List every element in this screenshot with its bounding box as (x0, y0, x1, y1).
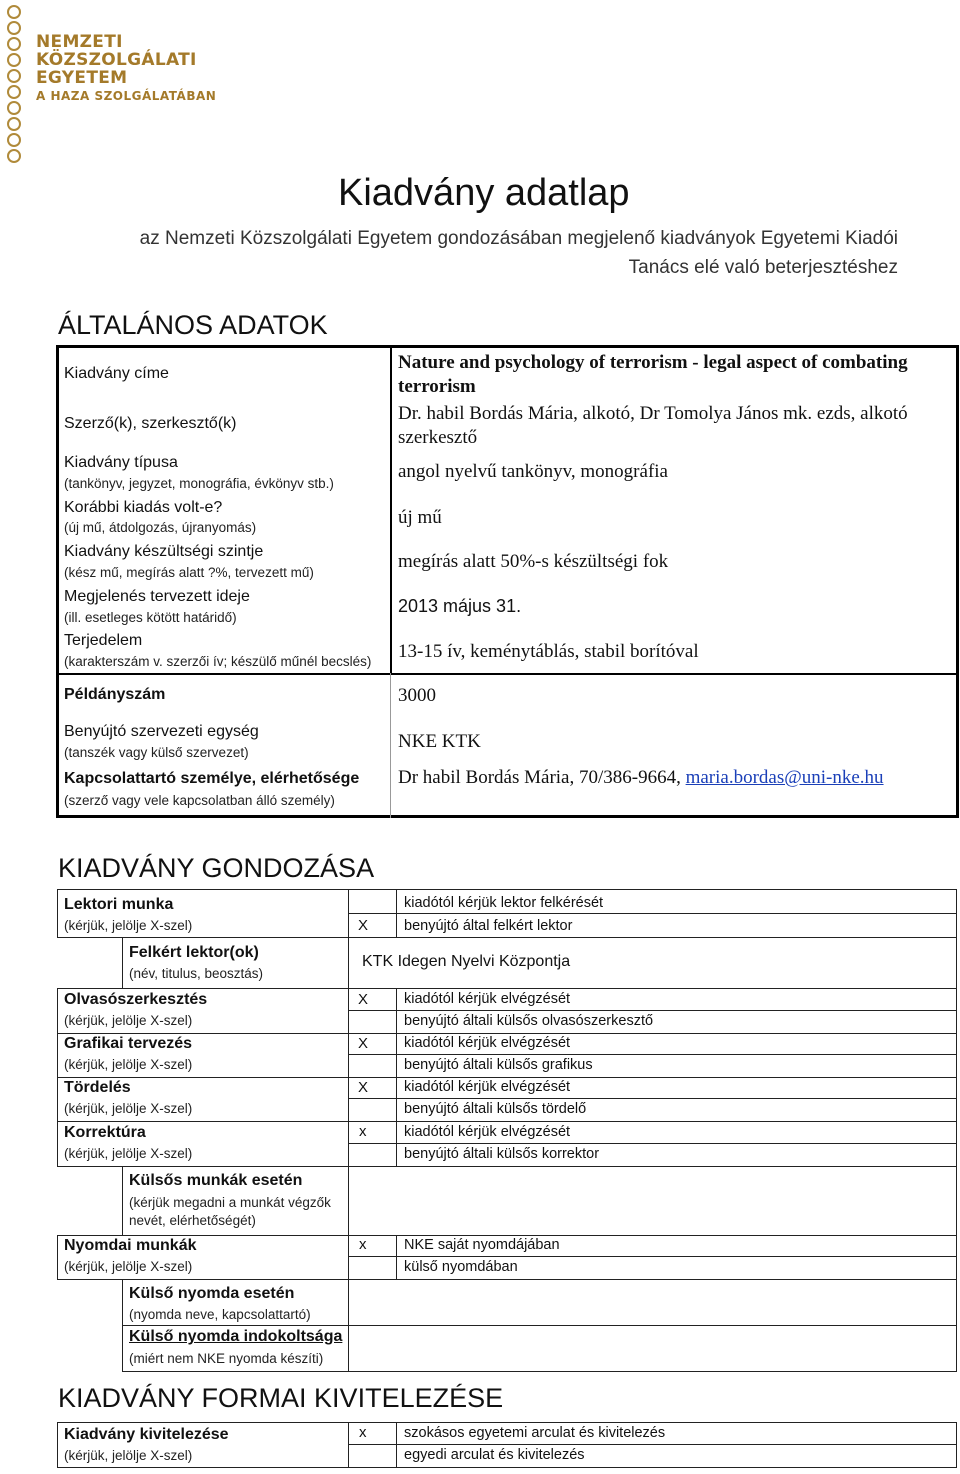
label-copies: Példányszám (64, 686, 166, 703)
note-printing: (kérjük, jelölje X-szel) (64, 1259, 193, 1274)
check-execution-standard[interactable]: x (359, 1424, 367, 1441)
note-execution: (kérjük, jelölje X-szel) (64, 1448, 193, 1463)
option-proofreading-submitter: benyújtó általi külsős olvasószerkesztő (404, 1013, 654, 1029)
option-layout-submitter: benyújtó általi külsős tördelő (404, 1101, 587, 1117)
note-date: (ill. esetleges kötött határidő) (64, 610, 237, 625)
note-contact: (szerző vagy vele kapcsolatban álló személy) (64, 793, 335, 808)
value-authors: Dr. habil Bordás Mária, alkotó, Dr Tomolya János mk. ezds, alkotó szerkesztő (398, 403, 908, 448)
label-printing: Nyomdai munkák (64, 1237, 197, 1254)
check-printing-nke[interactable]: x (359, 1236, 367, 1253)
note-external-printer: (nyomda neve, kapcsolattartó) (129, 1307, 311, 1322)
value-extent: 13-15 ív, keménytáblás, stabil borítóval (398, 641, 699, 662)
option-execution-custom: egyedi arculat és kivitelezés (404, 1447, 585, 1463)
label-printer-justification: Külső nyomda indokoltsága (129, 1328, 343, 1345)
check-proofreading-publisher[interactable]: X (358, 991, 369, 1008)
label-status: Kiadvány készültségi szintje (64, 543, 264, 560)
label-reviewers: Felkért lektor(ok) (129, 944, 259, 961)
option-lektor-submitter: benyújtó által felkért lektor (404, 918, 573, 934)
section-heading-care: KIADVÁNY GONDOZÁSA (58, 853, 375, 883)
option-printing-nke: NKE saját nyomdájában (404, 1237, 560, 1253)
label-external-printer: Külső nyomda esetén (129, 1285, 295, 1302)
option-correction-publisher: kiadótól kérjük elvégzését (404, 1124, 571, 1140)
label-external-work: Külsős munkák esetén (129, 1172, 303, 1189)
label-type: Kiadvány típusa (64, 454, 178, 471)
note-external-work-1: (kérjük megadni a munkát végzők (129, 1195, 331, 1210)
note-type: (tankönyv, jegyzet, monográfia, évkönyv stb.) (64, 476, 334, 491)
note-lektor: (kérjük, jelölje X-szel) (64, 918, 193, 933)
check-correction-publisher[interactable]: x (359, 1123, 367, 1140)
value-status: megírás alatt 50%-s készültségi fok (398, 551, 669, 572)
contact-email-link[interactable]: maria.bordas@uni-nke.hu (685, 767, 884, 788)
value-contact: Dr habil Bordás Mária, 70/386-9664, maria.bordas@uni-nke.hu (398, 767, 884, 788)
note-printer-justification: (miért nem NKE nyomda készíti) (129, 1351, 324, 1366)
label-contact: Kapcsolattartó személye, elérhetősége (64, 770, 360, 787)
value-copies: 3000 (398, 685, 436, 706)
value-date: 2013 május 31. (398, 596, 522, 616)
label-unit: Benyújtó szervezeti egység (64, 723, 259, 740)
value-type: angol nyelvű tankönyv, monográfia (398, 461, 668, 482)
label-lektor: Lektori munka (64, 896, 174, 913)
option-execution-standard: szokásos egyetemi arculat és kivitelezés (404, 1425, 666, 1441)
option-graphic-submitter: benyújtó általi külsős grafikus (404, 1057, 593, 1073)
note-previous: (új mű, átdolgozás, újranyomás) (64, 520, 257, 535)
page-title: Kiadvány adatlap (338, 172, 630, 214)
value-previous: új mű (398, 507, 442, 528)
note-graphic: (kérjük, jelölje X-szel) (64, 1057, 193, 1072)
section-heading-general: ÁLTALÁNOS ADATOK (58, 310, 328, 340)
label-date: Megjelenés tervezett ideje (64, 588, 250, 605)
note-reviewers: (név, titulus, beosztás) (129, 966, 264, 981)
label-graphic: Grafikai tervezés (64, 1035, 193, 1052)
section-heading-format: KIADVÁNY FORMAI KIVITELEZÉSE (58, 1383, 504, 1413)
check-graphic-publisher[interactable]: X (358, 1035, 369, 1052)
value-title: Nature and psychology of terrorism - legal aspect of combating terrorism (398, 352, 908, 397)
label-layout: Tördelés (64, 1079, 131, 1096)
label-correction: Korrektúra (64, 1124, 146, 1141)
option-lektor-publisher: kiadótól kérjük lektor felkérését (404, 895, 604, 911)
university-logo: NEMZETI KÖZSZOLGÁLATI EGYETEM A HAZA SZOLGÁLATÁBAN (36, 32, 217, 103)
option-layout-publisher: kiadótól kérjük elvégzését (404, 1079, 571, 1095)
note-proofreading: (kérjük, jelölje X-szel) (64, 1013, 193, 1028)
value-unit: NKE KTK (398, 731, 481, 752)
option-printing-external: külső nyomdában (404, 1259, 518, 1275)
label-authors: Szerző(k), szerkesztő(k) (64, 415, 237, 432)
page-subtitle: az Nemzeti Közszolgálati Egyetem gondozásában megjelenő kiadványok Egyetemi Kiadói Tanács elé való beterjesztéshez (139, 228, 898, 278)
note-unit: (tanszék vagy külső szervezet) (64, 745, 249, 760)
option-proofreading-publisher: kiadótól kérjük elvégzését (404, 991, 571, 1007)
note-extent: (karakterszám v. szerzői ív; készülő műnél becslés) (64, 654, 372, 669)
value-reviewers: KTK Idegen Nyelvi Központja (362, 953, 571, 970)
logo-ornament (4, 4, 24, 168)
label-execution: Kiadvány kivitelezése (64, 1426, 229, 1443)
label-title: Kiadvány címe (64, 365, 169, 382)
option-correction-submitter: benyújtó általi külsős korrektor (404, 1146, 600, 1162)
label-proofreading: Olvasószerkesztés (64, 991, 208, 1008)
note-layout: (kérjük, jelölje X-szel) (64, 1101, 193, 1116)
check-layout-publisher[interactable]: X (358, 1079, 369, 1096)
note-status: (kész mű, megírás alatt ?%, tervezett mű) (64, 565, 314, 580)
label-extent: Terjedelem (64, 632, 143, 649)
option-graphic-publisher: kiadótól kérjük elvégzését (404, 1035, 571, 1051)
note-external-work-2: nevét, elérhetőségét) (129, 1213, 256, 1228)
note-correction: (kérjük, jelölje X-szel) (64, 1146, 193, 1161)
check-lektor-submitter[interactable]: X (358, 917, 369, 934)
label-previous: Korábbi kiadás volt-e? (64, 499, 223, 516)
